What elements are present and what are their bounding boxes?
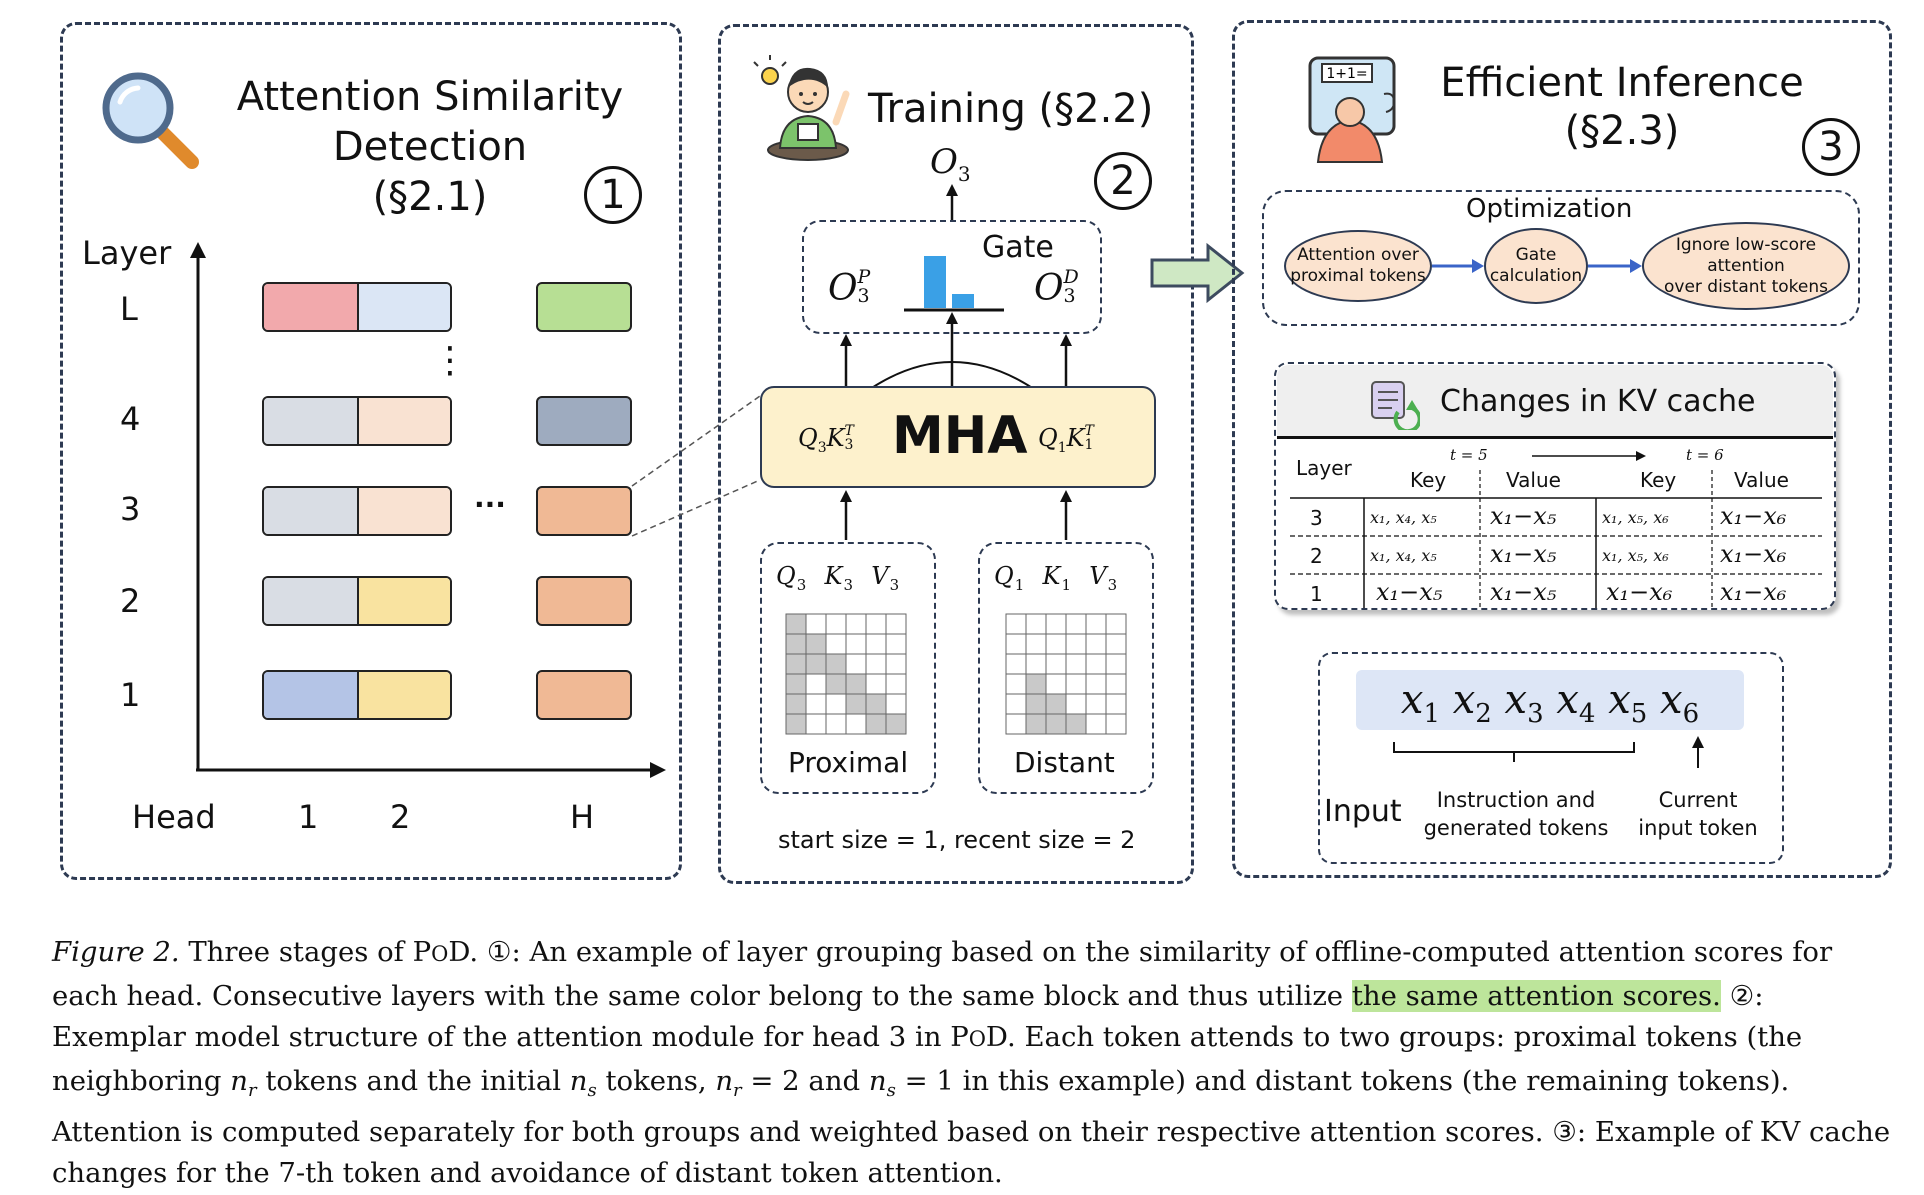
brace-label: Instruction and generated tokens xyxy=(1423,788,1609,840)
head-label-1: 1 xyxy=(298,798,319,836)
qk-left: $Q_3K$ T 3 xyxy=(798,423,854,456)
caption-highlight: the same attention scores. xyxy=(1351,979,1721,1012)
proximal-qkv: $Q_3$ $K_3$ $V_3$ xyxy=(776,562,901,594)
icon-equation: 1+1= xyxy=(1326,66,1368,82)
panel1-title-line2: Detection xyxy=(332,124,528,170)
kv-t6: t = 6 xyxy=(1686,446,1724,464)
distant-qkv: $Q_1$ $K_1$ $V_3$ xyxy=(994,562,1119,594)
kv-value-t6: Value xyxy=(1734,468,1789,492)
panel1-number-badge: 1 xyxy=(584,166,642,224)
panel2-title: Training (§2.2) xyxy=(868,86,1154,132)
kv-value-t5: Value xyxy=(1506,468,1561,492)
output-o3: $O_3$ xyxy=(930,142,971,186)
o3d-label: O D 3 xyxy=(1034,266,1079,309)
oval-attention-proximal: Attention over proximal tokens xyxy=(1284,230,1432,302)
kv-row-1: 1 x₁−x₅ x₁−x₅ x₁−x₆ x₁−x₆ xyxy=(1310,578,1787,606)
o3p-label: O P 3 xyxy=(828,266,871,309)
layer-label-2: 2 xyxy=(120,582,141,620)
kv-title: Changes in KV cache xyxy=(1440,384,1756,419)
current-token-label: Current input token xyxy=(1638,788,1758,840)
kv-row-3: 3 x₁, x₄, x₅ x₁−x₅ x₁, x₅, x₆ x₁−x₆ xyxy=(1310,502,1787,530)
kv-layer-header: Layer xyxy=(1296,456,1352,480)
head-label-2: 2 xyxy=(390,798,411,836)
kv-row-2: 2 x₁, x₄, x₅ x₁−x₅ x₁, x₅, x₆ x₁−x₆ xyxy=(1310,540,1787,568)
distant-label: Distant xyxy=(1014,746,1115,779)
input-token-strip: $x_1$ $x_2$ $x_3$ $x_4$ $x_5$ $x_6$ xyxy=(1356,670,1744,730)
y-axis-label: Layer xyxy=(82,234,172,272)
optimization-label: Optimization xyxy=(1466,194,1633,224)
size-footer: start size = 1, recent size = 2 xyxy=(778,826,1136,854)
panel1-title-line3: (§2.1) xyxy=(372,174,488,220)
x-axis-label: Head xyxy=(132,798,216,836)
layer-label-3: 3 xyxy=(120,490,141,528)
kv-key-t5: Key xyxy=(1410,468,1447,492)
kv-t5: t = 5 xyxy=(1450,446,1488,464)
vertical-dots: ⋮ xyxy=(432,340,468,381)
panel2-number-badge: 2 xyxy=(1094,152,1152,210)
panel3-title-line1: Efficient Inference xyxy=(1440,60,1804,106)
qk-right: $Q_1K$ T 1 xyxy=(1038,423,1094,456)
layer-label-4: 4 xyxy=(120,400,141,438)
input-label: Input xyxy=(1324,794,1402,829)
layer-label-1: 1 xyxy=(120,676,141,714)
figure-caption: Figure 2. Three stages of POD. ①: An example of layer grouping based on the similarity of offline-computed attention scores for each head. Consecutive layers with the same color belong to the same block and thus utilize the same attention scores. ②: Exemplar model structure of the attention module for head 3 in POD. Each token attends to two groups: proximal tokens (the neighboring $n_r$ tokens and the initial $n_s$ tokens, $n_r = 2$ and $n_s = 1$ in this example) and distant tokens (the remaining tokens). Attention is computed separately for both groups and weighted based on their respective attention scores. ③: Example of KV cache changes for the 7-th token and avoidance of distant token attention. xyxy=(52,936,1891,1189)
panel3-title-line2: (§2.3) xyxy=(1564,108,1680,154)
proximal-label: Proximal xyxy=(788,746,909,779)
panel3-number-badge: 3 xyxy=(1802,118,1860,176)
panel1-title-line1: Attention Similarity xyxy=(236,74,624,120)
layer-label-L: L xyxy=(120,290,138,328)
kv-key-t6: Key xyxy=(1640,468,1677,492)
gate-label: Gate xyxy=(982,230,1054,265)
oval-ignore-distant: Ignore low-score attention over distant tokens xyxy=(1642,222,1850,310)
mha-label: MHA xyxy=(892,406,1028,466)
head-label-H: H xyxy=(570,798,595,836)
oval-gate-calculation: Gate calculation xyxy=(1484,228,1588,304)
horizontal-dots: ··· xyxy=(474,488,506,521)
